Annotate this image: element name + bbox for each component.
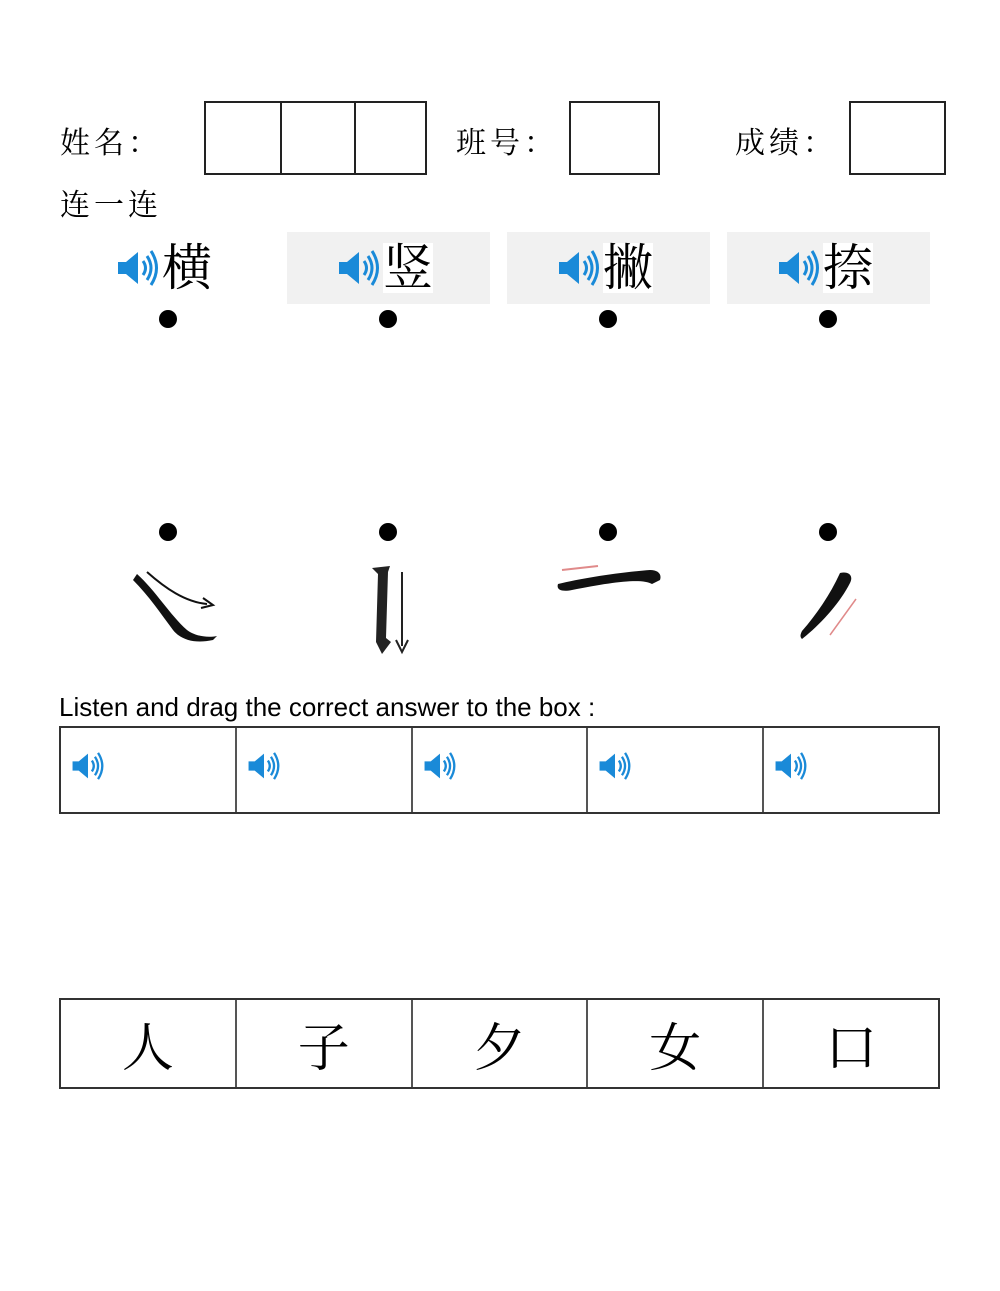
draggable-char-4[interactable]: 女 — [588, 1000, 764, 1087]
speaker-icon[interactable] — [116, 248, 160, 288]
answer-drop-box-1[interactable] — [61, 728, 237, 812]
match-dot-bottom-3[interactable] — [599, 523, 617, 541]
match-dot-top-2[interactable] — [379, 310, 397, 328]
speaker-icon[interactable] — [557, 248, 601, 288]
match-dot-bottom-1[interactable] — [159, 523, 177, 541]
match-dot-bottom-4[interactable] — [819, 523, 837, 541]
name-cell-2[interactable] — [280, 103, 356, 173]
speaker-icon[interactable] — [247, 750, 281, 782]
speaker-icon[interactable] — [777, 248, 821, 288]
shu-stroke-image — [358, 560, 418, 660]
stroke-char: 竖 — [383, 239, 433, 297]
match-dot-bottom-2[interactable] — [379, 523, 397, 541]
draggable-char-1[interactable]: 人 — [61, 1000, 237, 1087]
name-cell-1[interactable] — [206, 103, 282, 173]
speaker-icon[interactable] — [71, 750, 105, 782]
class-label: 班号： — [456, 126, 558, 161]
stroke-char: 撇 — [603, 239, 653, 297]
answer-drop-box-2[interactable] — [237, 728, 413, 812]
speaker-icon[interactable] — [337, 248, 381, 288]
audio-answer-row — [59, 726, 940, 814]
score-input-box[interactable] — [849, 101, 946, 175]
class-input-box[interactable] — [569, 101, 660, 175]
stroke-pie[interactable] — [507, 232, 710, 304]
draggable-char-5[interactable]: 口 — [825, 1019, 878, 1079]
pie-stroke-image — [790, 565, 865, 645]
section-title: 连一连 — [60, 188, 162, 223]
instruction-text: Listen and drag the correct answer to the box : — [59, 692, 596, 722]
speaker-icon[interactable] — [598, 750, 632, 782]
character-bank — [59, 998, 940, 1089]
stroke-char: 横 — [162, 239, 212, 297]
na-stroke-image — [125, 560, 225, 650]
answer-drop-box-5[interactable] — [764, 728, 938, 812]
name-input-box[interactable] — [204, 101, 427, 175]
stroke-char: 捺 — [823, 239, 873, 297]
answer-drop-box-3[interactable] — [413, 728, 589, 812]
answer-drop-box-4[interactable] — [588, 728, 764, 812]
speaker-icon[interactable] — [774, 750, 808, 782]
draggable-char-3[interactable]: 夕 — [413, 1000, 589, 1087]
speaker-icon[interactable] — [423, 750, 457, 782]
stroke-heng[interactable] — [116, 232, 246, 304]
match-dot-top-3[interactable] — [599, 310, 617, 328]
heng-stroke-image — [552, 556, 667, 601]
name-label: 姓名： — [60, 126, 162, 161]
draggable-char-2[interactable]: 子 — [237, 1000, 413, 1087]
match-dot-top-4[interactable] — [819, 310, 837, 328]
stroke-shu[interactable] — [287, 232, 490, 304]
match-dot-top-1[interactable] — [159, 310, 177, 328]
score-label: 成绩： — [735, 126, 837, 161]
stroke-na[interactable] — [727, 232, 930, 304]
